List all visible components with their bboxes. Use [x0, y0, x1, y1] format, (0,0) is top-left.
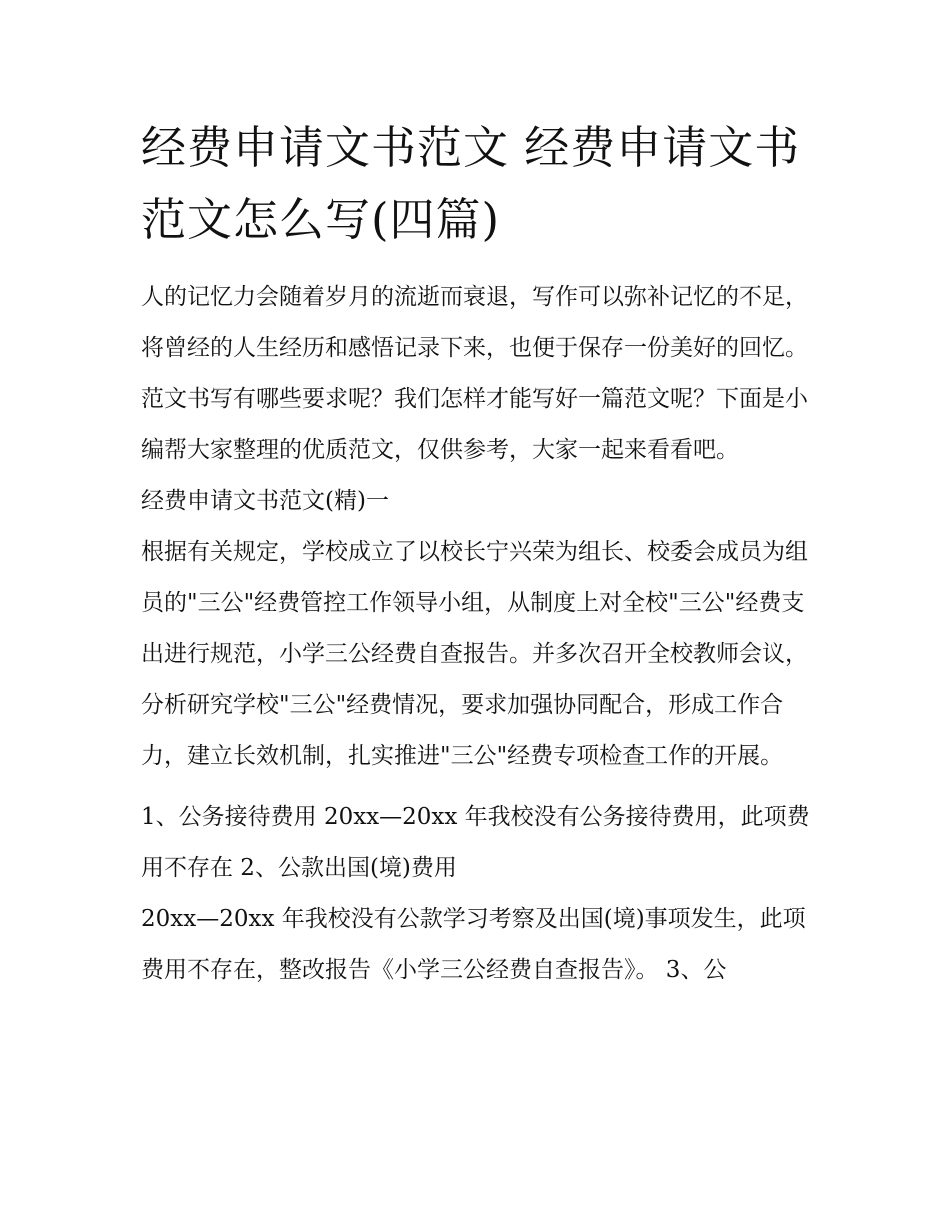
body-paragraph-item-1: 1、公务接待费用 20xx—20xx 年我校没有公务接待费用，此项费用不存在 2、公款出国(境)费用: [141, 804, 810, 881]
section-heading: 经费申请文书范文(精)一: [141, 488, 389, 514]
document-page: [141, 112, 817, 996]
body-paragraph-item-2: 20xx—20xx 年我校没有公款学习考察及出国(境)事项发生，此项费用不存在，整改报告《小学三公经费自查报告》。 3、公: [141, 906, 806, 983]
document-title: 经费申请文书范文 经费申请文书范文怎么写(四篇): [141, 121, 801, 246]
intro-paragraph: 人的记忆力会随着岁月的流逝而衰退，写作可以弥补记忆的不足，将曾经的人生经历和感悟记录下来，也便于保存一份美好的回忆。范文书写有哪些要求呢？我们怎样才能写好一篇范文呢？下面是小编帮大家整理的优质范文，仅供参考，大家一起来看看吧。: [141, 284, 808, 463]
body-paragraph: 根据有关规定，学校成立了以校长宁兴荣为组长、校委会成员为组员的"三公"经费管控工作领导小组，从制度上对全校"三公"经费支出进行规范，小学三公经费自查报告。并多次召开全校教师会议，分析研究学校"三公"经费情况，要求加强协同配合，形成工作合力，建立长效机制，扎实推进"三公"经费专项检查工作的开展。: [141, 539, 808, 769]
